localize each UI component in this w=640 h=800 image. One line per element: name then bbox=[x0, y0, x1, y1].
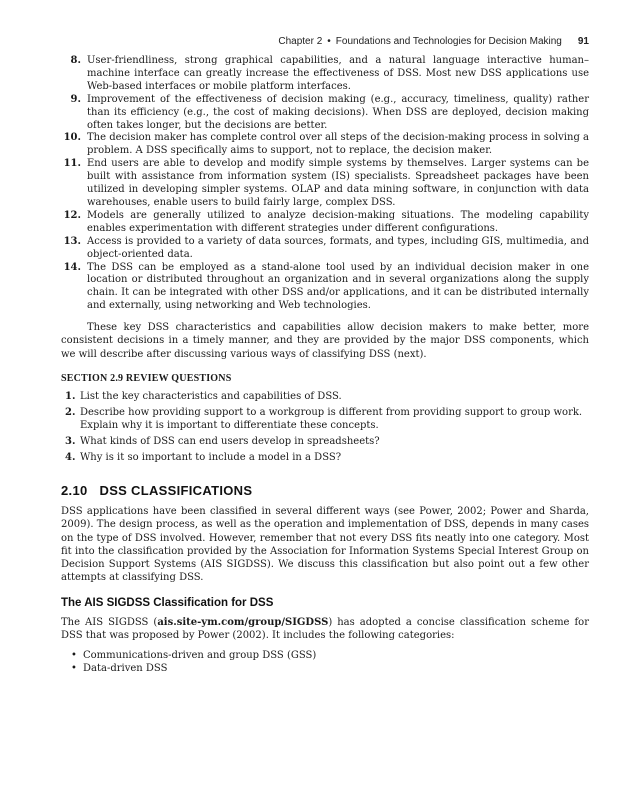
list-item: 12. Models are generally utilized to analyze decision-making situations. The modeling capability enables experimentation with different strategies under different configurations. bbox=[63, 209, 589, 234]
bullet-item: • Data-driven DSS bbox=[61, 662, 589, 675]
section-title bbox=[61, 483, 589, 498]
list-item: 13. Access is provided to a variety of data sources, formats, and types, including GIS, multimedia, and object-oriented data. bbox=[63, 235, 589, 260]
page-number: 91 bbox=[577, 36, 589, 47]
subsection-paragraph: The AIS SIGDSS (ais.site-ym.com/group/SIGDSS) has adopted a concise classification scheme for DSS that was proposed by Power (2002). It includes the following categories: bbox=[61, 616, 589, 642]
review-heading: SECTION 2.9 REVIEW QUESTIONS bbox=[61, 373, 232, 385]
list-item: 9. Improvement of the effectiveness of decision making (e.g., accuracy, timeliness, quality) rather than its efficiency (e.g., the cost of making decisions). When DSS are deployed, decision making often takes longer, but the decisions are better. bbox=[70, 93, 589, 131]
section-title-text: DSS CLASSIFICATIONS bbox=[99, 483, 253, 498]
list-item: 14. The DSS can be employed as a stand-alone tool used by an individual decision maker in one location or distributed throughout an organization and in several organizations along the supply chain. It can be integrated with other DSS and/or applications, and it can be distributed internally and externally, using networking and Web technologies. bbox=[63, 261, 589, 312]
review-questions-list bbox=[61, 390, 589, 464]
review-question: 4. Why is it so important to include a model in a DSS? bbox=[65, 451, 342, 463]
header-separator: • bbox=[327, 36, 331, 47]
list-item: 11. End users are able to develop and modify simple systems by themselves. Larger systems can be built with assistance from information system (IS) specialists. Spreadsheet packages have been utilized in developing simpler systems. OLAP and data mining software, in conjunction with data warehouses, enable users to build fairly large, complex DSS. bbox=[63, 158, 589, 208]
characteristics-list bbox=[61, 55, 589, 313]
section-number: 2.10 bbox=[61, 483, 88, 498]
page bbox=[61, 36, 589, 675]
review-question: 1. List the key characteristics and capabilities of DSS. bbox=[65, 391, 342, 403]
section-paragraph: DSS applications have been classified in several different ways (see Power, 2002; Power and Sharda, 2009). The design process, as well as the operation and implementation of DSS, depends in many cases on the type of DSS involved. However, remember that not every DSS fits neatly into one category. Most fit into the classification provided by the Association for Information Systems Special Interest Group on Decision Support Systems (AIS SIGDSS). We discuss this classification but also point out a few other attempts at classifying DSS. bbox=[61, 506, 589, 584]
bullet-item: • Communications-driven and group DSS (GSS) bbox=[61, 649, 589, 662]
list-item: 10. The decision maker has complete control over all steps of the decision-making process in solving a problem. A DSS specifically aims to support, not to replace, the decision maker. bbox=[63, 132, 589, 157]
category-bullets bbox=[61, 649, 589, 675]
running-head bbox=[61, 36, 589, 47]
review-question: 2. Describe how providing support to a workgroup is different from providing support to group work. Explain why it is important to differentiate these concepts. bbox=[65, 406, 583, 432]
list-item: 8. User-friendliness, strong graphical capabilities, and a natural language interactive human–machine interface can greatly increase the effectiveness of DSS. Most new DSS applications use Web-based interfaces or mobile platform interfaces. bbox=[70, 55, 589, 92]
summary-paragraph: These key DSS characteristics and capabilities allow decision makers to make better, more consistent decisions in a timely manner, and they are provided by the major DSS components, which we will describe after discussing various ways of classifying DSS (next). bbox=[61, 322, 589, 360]
chapter-title: Foundations and Technologies for Decision Making bbox=[335, 36, 562, 47]
chapter-label: Chapter 2 bbox=[278, 36, 323, 47]
review-question: 3. What kinds of DSS can end users develop in spreadsheets? bbox=[65, 435, 380, 447]
subsection-title: The AIS SIGDSS Classification for DSS bbox=[61, 596, 274, 609]
sigdss-url: ais.site-ym.com/group/SIGDSS bbox=[157, 616, 329, 628]
